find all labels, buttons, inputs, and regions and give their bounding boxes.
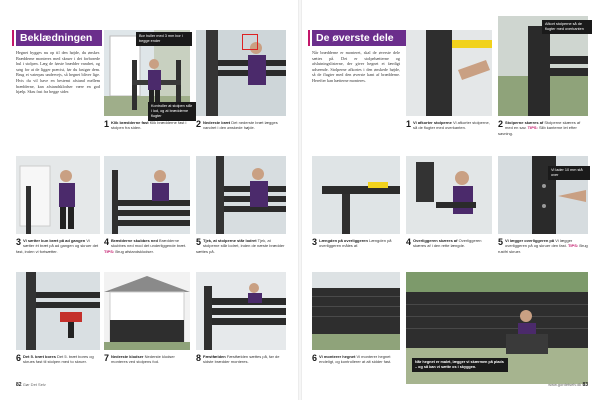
step-text: Vi monterer hegnet endeligt, og kontrollerer at alt sidder fast.: [319, 354, 392, 365]
step-title: Brædderne skubbes ned: [111, 238, 158, 243]
tips-label: TIPS:: [527, 125, 538, 131]
intro-text-right: Når brædderne er monteret, skal de øverste dele sættes på. Det er stolpehætterne og afslutningslisterne, der giver hegnet et færdigt udseende. Stolperne afkortes i den ønskede højde, så de flugter med den øverste kant af brædderne. Herefter kan hætterne monteres.: [312, 50, 400, 83]
step-text: Vi lægger overliggeren på og skruer den fast.: [505, 238, 573, 249]
step-text: Tjek, at stolperne står lodret, inden de næste brædder sættes på.: [196, 238, 285, 254]
photo-step-8: [196, 272, 286, 350]
caption-step-r3: [312, 238, 400, 249]
step-text: Overliggeren skæres af i den rette længde.: [413, 238, 482, 249]
caption-step-r5: [498, 238, 588, 254]
step-text: Stolperne skæres af med en sav.: [505, 120, 581, 131]
step-title: Vi afkorter stolperne: [413, 120, 452, 125]
step-text: Det nederste bræt lægges vandret i den ønskede højde.: [203, 120, 278, 131]
photo-step-r1: [406, 30, 492, 116]
right-page: [308, 8, 594, 392]
photo-step-r4: [406, 156, 492, 234]
step-number: 5: [196, 237, 202, 247]
step-title: Nederste bræt: [203, 120, 231, 125]
caption-step-r2: [498, 120, 588, 136]
highlight-box: [242, 34, 258, 50]
photo-step-2: [196, 30, 286, 116]
step-text: Vi sætter ét bræt på ad gangen og skruer det fast, inden vi fortsætter.: [16, 238, 99, 254]
step-title: Vi monterer hegnet: [319, 354, 356, 359]
step-text: Brædderne skubbes ned mod det underliggende bræt.: [111, 238, 187, 249]
step-number: 4: [104, 237, 110, 247]
step-title: Vi sætter kun bræt på ad gangen: [23, 238, 86, 243]
step-number: 4: [406, 237, 412, 247]
caption-step-1: [104, 120, 190, 131]
page-heading-right: De øverste dele: [312, 30, 410, 46]
website-url: www.gordetselv.dk: [548, 382, 582, 387]
step-number: 2: [196, 119, 202, 129]
callout-top-left: Bor huller med 3 mm bor i begge ender: [136, 32, 192, 46]
photo-step-7: [104, 272, 190, 350]
footer-right: [548, 382, 588, 388]
step-tips: Brug afstandsklodser.: [115, 248, 154, 254]
callout-top-right: Afkort stolperne så de flugter med overkanten: [542, 20, 592, 34]
caption-step-r1: [406, 120, 492, 131]
step-text: Nederste klodser monteres ved stolpens fod.: [111, 354, 175, 365]
step-title: Det 5. bræt bores: [23, 354, 56, 359]
step-title: Længden på overliggeren: [319, 238, 368, 243]
page-number: 82: [16, 382, 22, 388]
magazine-name: Gør Det Selv: [22, 382, 46, 387]
footer-left: [16, 382, 46, 388]
caption-step-r4: [406, 238, 492, 249]
tips-label: TIPS:: [104, 248, 115, 254]
callout-mid-right: Vi lader 10 mm stå over: [548, 166, 590, 180]
step-number: 3: [312, 237, 318, 247]
step-number: 1: [406, 119, 412, 129]
intro-text-left: Hegnet bygges nu op til den højde, du ønsker. Brædderne monteres med skruer i det forborede hul i stolpen. Læg de første brædder vandret, og sørg for at de ligger præcist, før du fastgør dem. Brug et vaterpas undervejs, så hegnet bliver lige. Hvis du vil have en bestemt afstand mellem brædderne, kan afstandsklodser være en god hjælp. Skru fast fra begge sider.: [16, 50, 100, 95]
step-text: Fæstfælden sættes på, før de sidste brædder monteres.: [203, 354, 280, 365]
step-title: Fæstfælden: [203, 354, 226, 359]
callout-mid-left: Kontroller at stolpen står i lod, og at brædderne flugter: [148, 102, 196, 121]
step-number: 1: [104, 119, 110, 129]
caption-step-7: [104, 354, 190, 365]
heading-tick: [308, 30, 310, 46]
page-number: 83: [582, 382, 588, 388]
step-title: Vi lægger overliggeren på: [505, 238, 555, 243]
step-title: Stolperne skæres af: [505, 120, 544, 125]
caption-step-5: [196, 238, 286, 254]
step-number: 5: [498, 237, 504, 247]
step-title: Tjek, at stolperne står lodret: [203, 238, 257, 243]
step-tips: Slib kanterne let efter savning.: [498, 125, 577, 136]
heading-tick: [12, 30, 14, 46]
step-text: Vi afkorter stolperne, så de flugter med overkanten.: [413, 120, 490, 131]
step-text: Længden på overliggeren måles af.: [319, 238, 392, 249]
caption-step-4: [104, 238, 190, 254]
page-heading-left: Beklædningen: [16, 30, 102, 46]
step-number: 6: [312, 353, 318, 363]
tips-label: TIPS:: [567, 243, 579, 249]
photo-step-6: [16, 272, 100, 350]
step-title: Nederste klodser: [111, 354, 144, 359]
step-number: 7: [104, 353, 110, 363]
step-title: Klik brædderne fast: [111, 120, 149, 125]
step-tips: Brug rustfri skruer.: [498, 243, 588, 254]
spine-gutter: [298, 0, 302, 400]
step-text: Det 5. bræt bores og skrues fast til stolpen med to skruer.: [23, 354, 94, 365]
step-text: Klik brædderne fast i stolpen fra siden.: [111, 120, 187, 131]
final-note: Når hegnet er malet, lægger vi skærmen på plads – og så kan vi sætte os i skyggen.: [412, 358, 508, 372]
photo-step-5: [196, 156, 286, 234]
step-number: 3: [16, 237, 22, 247]
caption-step-2: [196, 120, 286, 131]
photo-step-r6: [312, 272, 400, 350]
caption-step-3: [16, 238, 100, 254]
step-title: Overliggeren skæres af: [413, 238, 458, 243]
photo-step-3: [16, 156, 100, 234]
caption-step-6: [16, 354, 100, 365]
photo-step-4: [104, 156, 190, 234]
caption-step-8: [196, 354, 286, 365]
left-page: [6, 8, 292, 392]
step-number: 2: [498, 119, 504, 129]
photo-step-r3: [312, 156, 400, 234]
caption-step-r6: [312, 354, 400, 365]
step-number: 6: [16, 353, 22, 363]
step-number: 8: [196, 353, 202, 363]
